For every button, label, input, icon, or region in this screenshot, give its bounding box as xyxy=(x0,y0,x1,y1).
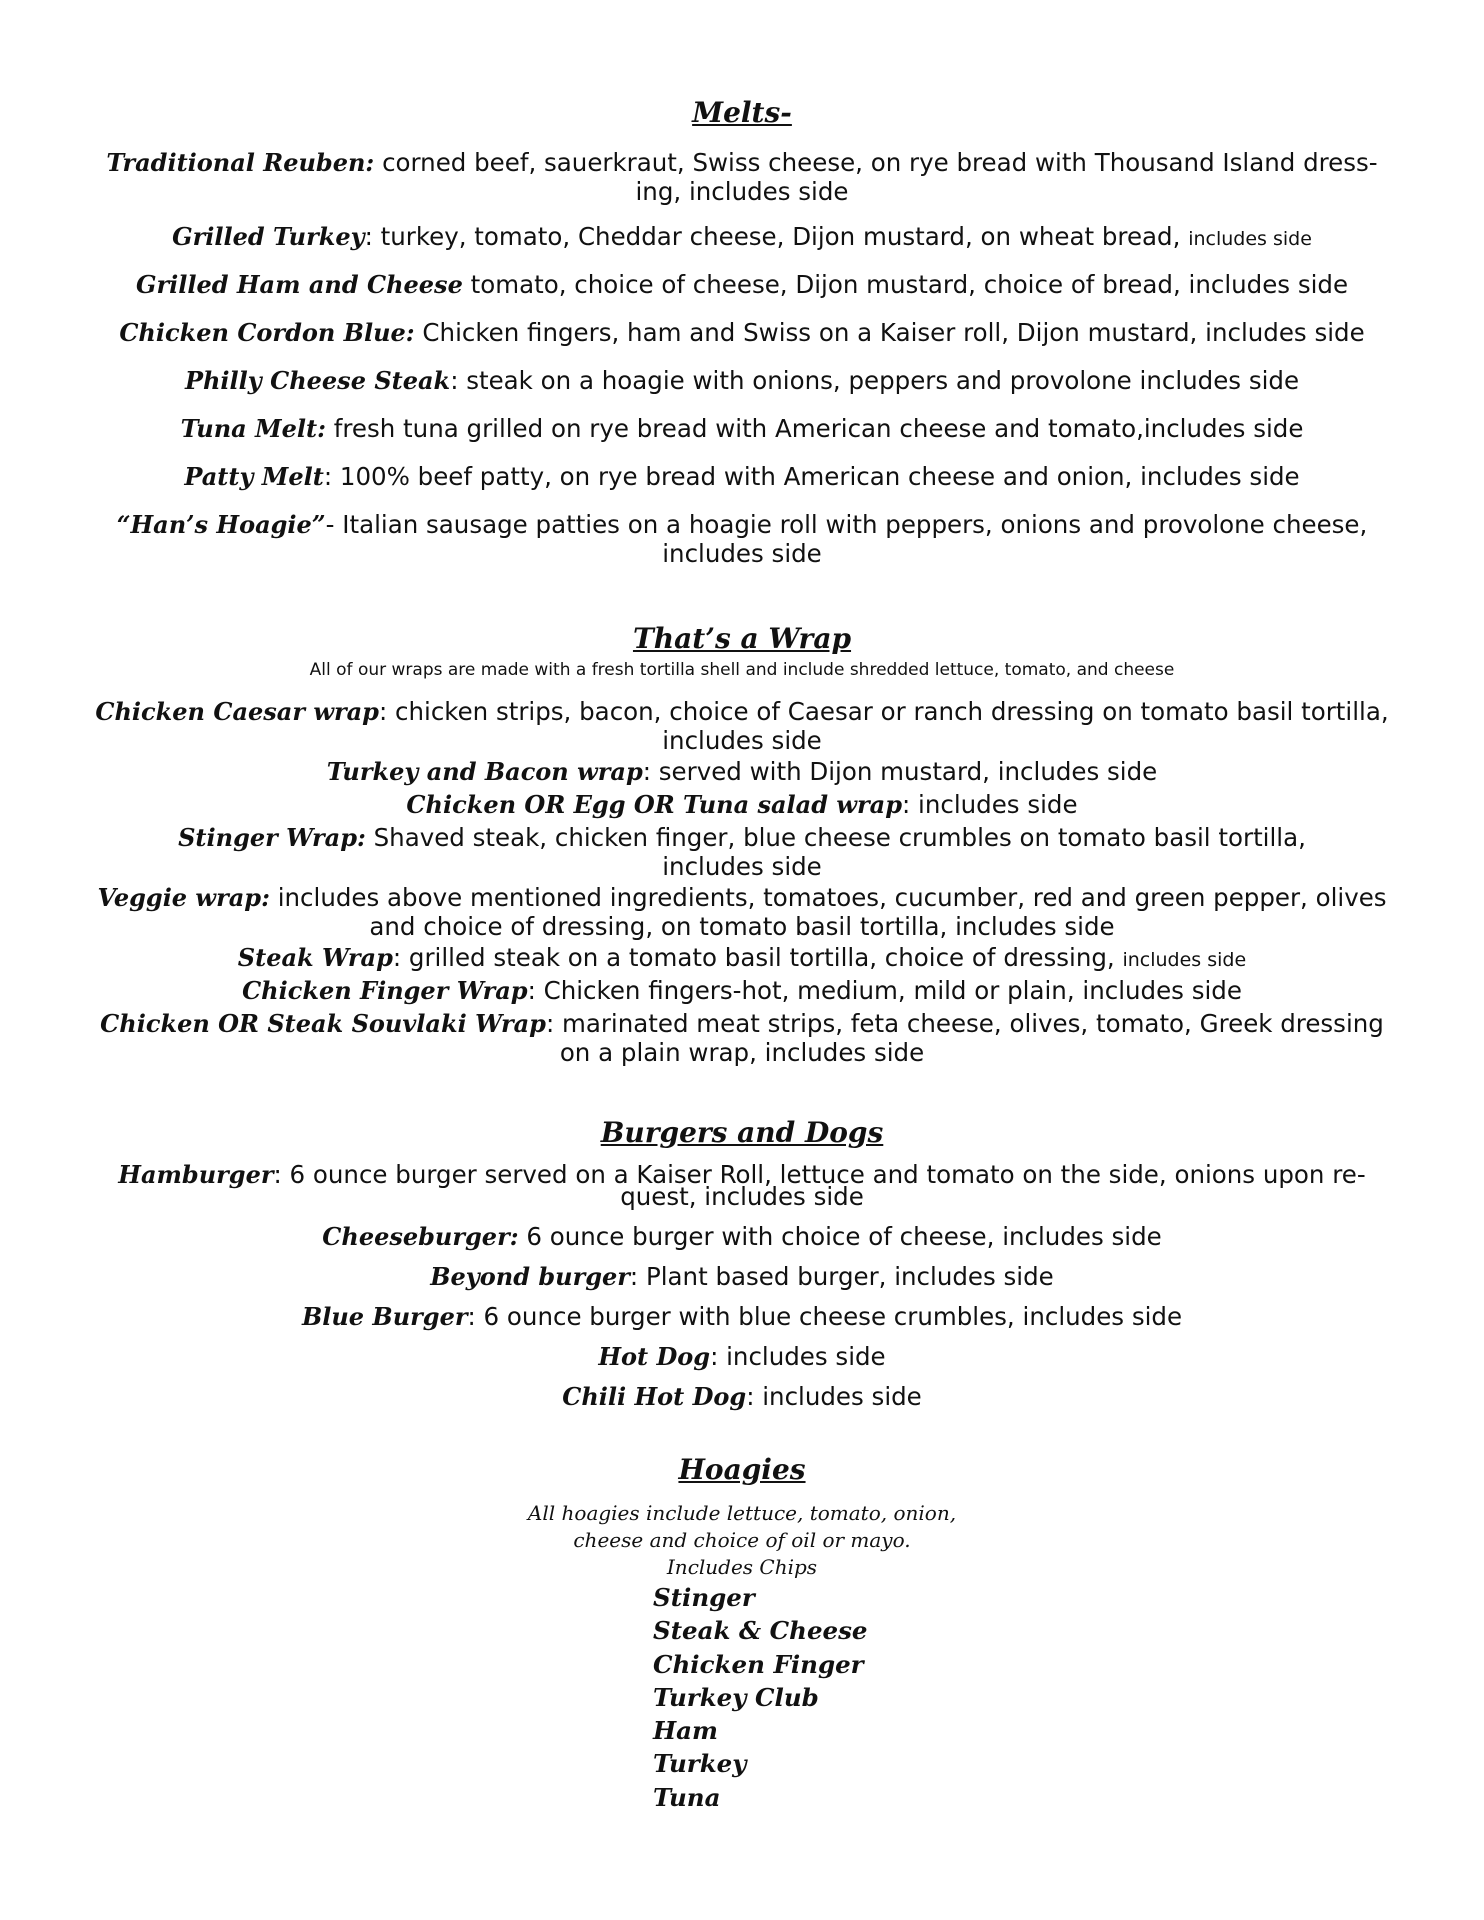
hoagie-item: Turkey Club xyxy=(653,1682,819,1712)
item-name: Chicken OR Egg OR Tuna salad wrap xyxy=(406,790,902,819)
item-name: Philly Cheese Steak xyxy=(184,366,451,395)
menu-item xyxy=(90,1262,1394,1291)
item-name: Chili Hot Dog xyxy=(562,1382,747,1411)
menu-item xyxy=(90,148,1394,206)
menu-item xyxy=(90,366,1394,395)
menu-item xyxy=(90,883,1394,941)
hoagie-item: Ham xyxy=(653,1716,718,1746)
item-description: : turkey, tomato, Cheddar cheese, Dijon mustard, on wheat bread, xyxy=(364,222,1189,251)
hoagie-item: Stinger xyxy=(653,1583,755,1612)
menu-item xyxy=(90,697,1394,755)
item-name: Hot Dog xyxy=(598,1342,711,1371)
item-name: “Han’s Hoagie” xyxy=(116,510,326,539)
item-description: : grilled steak on a tomato basil tortilla, choice of dressing, xyxy=(392,943,1123,972)
item-description: Shaved steak, chicken finger, blue cheese crumbles on tomato basil tortilla, xyxy=(365,823,1306,852)
item-name: Veggie wrap: xyxy=(97,883,270,912)
item-description: : 100% beef patty, on rye bread with American cheese and onion, includes side xyxy=(323,462,1300,491)
item-description: - Italian sausage patties on a hoagie roll with peppers, onions and provolone cheese, xyxy=(325,510,1368,539)
item-description-cont: and choice of dressing, on tomato basil tortilla, includes side xyxy=(369,912,1115,941)
item-description: fresh tuna grilled on rye bread with American cheese and tomato,includes side xyxy=(325,414,1304,443)
item-name: Traditional Reuben: xyxy=(106,148,375,177)
wraps-note: All of our wraps are made with a fresh tortilla shell and include shredded lettuce, tomato, and cheese xyxy=(309,660,1175,680)
item-name: Chicken OR Steak Souvlaki Wrap xyxy=(100,1009,546,1038)
item-name: Chicken Finger Wrap xyxy=(242,976,528,1005)
item-description: includes above mentioned ingredients, tomatoes, cucumber, red and green pepper, olives xyxy=(269,883,1387,912)
menu-item xyxy=(90,1160,1394,1211)
menu-item xyxy=(90,1009,1394,1067)
item-description-cont: ing, includes side xyxy=(635,177,849,206)
menu-item xyxy=(90,222,1394,254)
hoagie-item: Steak & Cheese xyxy=(653,1616,868,1646)
burgers-heading: Burgers and Dogs xyxy=(600,1116,884,1149)
item-description-small: includes side xyxy=(1188,228,1312,250)
item-description: corned beef, sauerkraut, Swiss cheese, on rye bread with Thousand Island dress- xyxy=(374,148,1378,177)
melts-heading: Melts- xyxy=(692,96,792,129)
menu-item xyxy=(90,823,1394,881)
item-description: : Plant based burger, includes side xyxy=(629,1262,1054,1291)
hoagie-item: Chicken Finger xyxy=(653,1649,864,1679)
hoagie-item: Turkey xyxy=(653,1749,747,1779)
item-description-cont: on a plain wrap, includes side xyxy=(559,1038,925,1067)
item-description: : includes side xyxy=(746,1382,922,1411)
item-description: : includes side xyxy=(902,790,1078,819)
hoagies-note-line1: All hoagies include lettuce, tomato, onion, xyxy=(527,1501,957,1525)
item-name: Chicken Caesar wrap xyxy=(95,697,379,726)
item-name: Hamburger xyxy=(118,1160,274,1189)
item-name: Chicken Cordon Blue: xyxy=(119,318,415,347)
menu-item xyxy=(90,414,1394,443)
wraps-heading: That’s a Wrap xyxy=(632,622,852,655)
item-description-cont: quest, includes side xyxy=(620,1182,864,1211)
item-description-cont: includes side xyxy=(662,539,822,568)
item-description: : Chicken fingers-hot, medium, mild or plain, includes side xyxy=(527,976,1242,1005)
hoagies-note-line2: cheese and choice of oil or mayo. xyxy=(573,1528,911,1552)
item-description-small: includes side xyxy=(1122,949,1247,971)
menu-item xyxy=(90,462,1394,491)
menu-item xyxy=(90,976,1394,1005)
menu-item xyxy=(90,790,1394,819)
item-description: : 6 ounce burger served on a Kaiser Roll, lettuce and tomato on the side, onions upon re- xyxy=(273,1160,1366,1189)
item-name: Tuna Melt: xyxy=(180,414,326,443)
item-name: Turkey and Bacon wrap xyxy=(326,757,643,786)
menu-item xyxy=(90,1222,1394,1251)
menu-item xyxy=(90,510,1394,568)
item-description: : chicken strips, bacon, choice of Caesar or ranch dressing on tomato basil tortilla, xyxy=(378,697,1389,726)
item-name: Beyond burger xyxy=(430,1262,630,1291)
hoagies-heading: Hoagies xyxy=(678,1453,806,1486)
item-description-cont: includes side xyxy=(662,852,822,881)
hoagies-note-line3: Includes Chips xyxy=(666,1555,818,1579)
item-description: : marinated meat strips, feta cheese, olives, tomato, Greek dressing xyxy=(545,1009,1384,1038)
menu-item xyxy=(90,1382,1394,1411)
item-description: : served with Dijon mustard, includes side xyxy=(642,757,1158,786)
menu-item xyxy=(90,757,1394,786)
menu-item xyxy=(90,1302,1394,1331)
hoagie-list xyxy=(653,1581,868,1814)
menu-item xyxy=(90,270,1394,299)
item-description: : steak on a hoagie with onions, peppers and provolone includes side xyxy=(450,366,1300,395)
item-name: Stinger Wrap: xyxy=(178,823,366,852)
item-description: 6 ounce burger with choice of cheese, includes side xyxy=(518,1222,1162,1251)
item-description: Chicken fingers, ham and Swiss on a Kaiser roll, Dijon mustard, includes side xyxy=(414,318,1365,347)
item-name: Grilled Turkey xyxy=(172,222,365,251)
item-name: Blue Burger xyxy=(301,1302,468,1331)
item-description: : includes side xyxy=(710,1342,886,1371)
menu-item xyxy=(90,943,1394,975)
item-name: Grilled Ham and Cheese xyxy=(135,270,463,299)
item-name: Cheeseburger: xyxy=(322,1222,519,1251)
item-name: Patty Melt xyxy=(184,462,324,491)
item-description-cont: includes side xyxy=(662,726,822,755)
item-name: Steak Wrap xyxy=(237,943,393,972)
item-description: tomato, choice of cheese, Dijon mustard, choice of bread, includes side xyxy=(462,270,1349,299)
item-description: : 6 ounce burger with blue cheese crumbles, includes side xyxy=(467,1302,1183,1331)
menu-item xyxy=(90,1342,1394,1371)
hoagie-item: Tuna xyxy=(653,1782,721,1812)
menu-item xyxy=(90,318,1394,347)
